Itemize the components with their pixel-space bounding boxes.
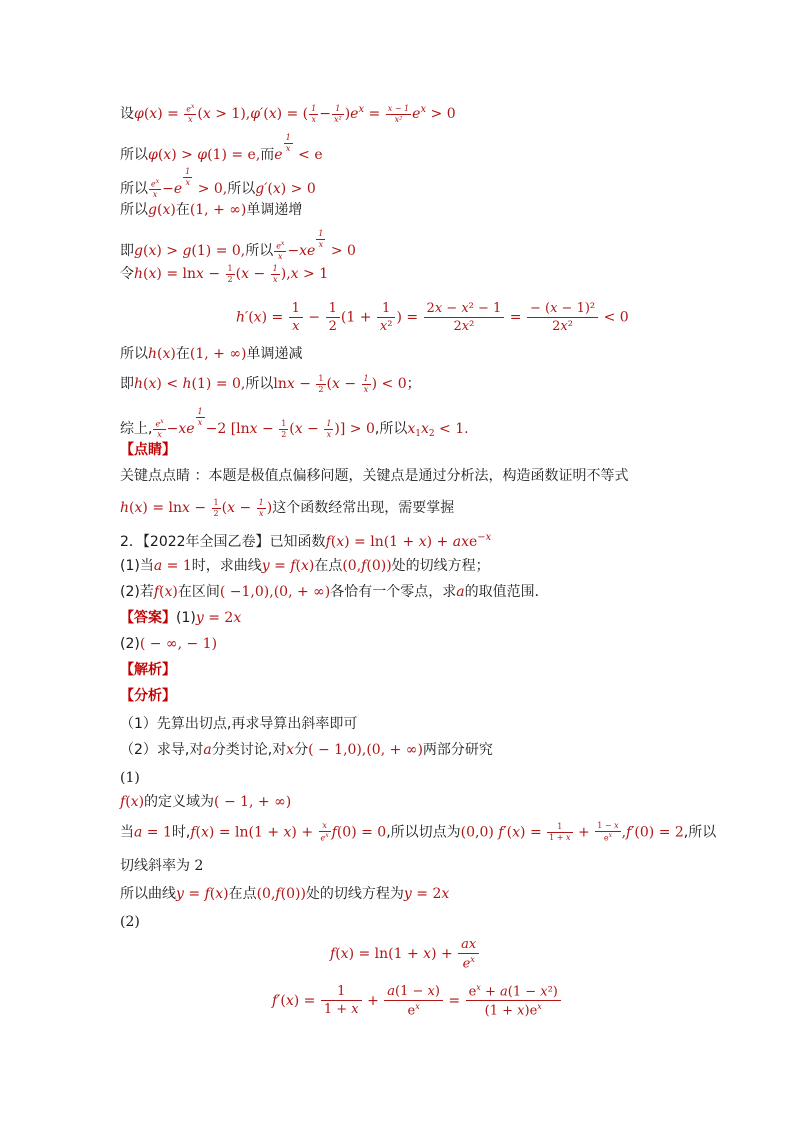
text-line: 令h(x) = lnx − $\frac{1}{2}$ (x − $\frac{1}{x}$ ),x > 1 bbox=[120, 263, 329, 284]
text-line: 所以φ(x) > φ(1) = e,而e $\frac{1}{x}$ < e bbox=[120, 133, 323, 163]
display-equation: f(x) = ln(1 + x) + $\frac{ax}{e^x}$ bbox=[330, 938, 480, 970]
text-line: 所以g(x)在(1, + ∞)单调递增 bbox=[120, 202, 303, 218]
text-line: h(x) = lnx − $\frac{1}{2}$ (x − $\frac{1}{x}$ )这个函数经常出现，需要掌握 bbox=[120, 497, 455, 518]
text-line: (1) bbox=[120, 770, 140, 786]
question-1: (1)当a = 1时，求曲线y = f(x)在点(0,f(0))处的切线方程； bbox=[120, 558, 490, 574]
question-2: (2)若f(x)在区间( −1,0),(0, + ∞)各恰有一个零点，求a的取值范围． bbox=[120, 584, 549, 600]
text-line: 所以曲线y = f(x)在点(0,f(0))处的切线方程为y = 2x bbox=[120, 886, 450, 902]
text-line: 设φ(x) = $\frac{e^x}{x}$ (x > 1),φ′(x) = ( $\frac{1}{x}$ − $\frac{1}{\text{x²}}$ )$e^x$ = $\frac{x - 1}{\text{x²}}$ $e^x > 0$ bbox=[120, 102, 456, 125]
text-line: （2）求导,对a分类讨论,对x分( − 1,0),(0, + ∞)两部分研究 bbox=[120, 742, 493, 758]
text-line: 所以h(x)在(1, + ∞)单调递减 bbox=[120, 346, 303, 362]
text-line: 当a = 1时,f(x) = ln(1 + x) + $\frac{x}{e^x}$ f(0) = 0,所以切点为(0,0) f′(x) = $\frac{1}{1 + x}$ + $\frac{1 - x}{e^x}$ ,f′(0) = 2,所以 bbox=[120, 821, 717, 843]
text-line: (2) bbox=[120, 914, 140, 930]
text-line: 所以 $\frac{e^x}{x}$ −e $\frac{1}{x}$ > 0,所以g′(x) > 0 bbox=[120, 167, 316, 200]
text-line: 切线斜率为 2 bbox=[120, 858, 204, 874]
display-equation: h′(x) = $\frac{1}{x}$ − $\frac{1}{2}$ (1 + $\frac{1}{\text{x²}}$ ) = $\frac{\text{2x − x² − 1}}{\text{2x²}}$ = $\frac{\text{− (x − 1)²}}{\text{2x²}}$ < 0 bbox=[236, 301, 629, 334]
text-line: f(x)的定义域为( − 1, + ∞) bbox=[120, 794, 292, 810]
answer-line: (2)( − ∞, − 1) bbox=[120, 636, 218, 652]
problem-statement: 2．【2022年全国乙卷】已知函数f(x) = ln(1 + x) + axe$^{-x}$ bbox=[120, 532, 492, 550]
section-tag: 【点睛】 bbox=[120, 442, 176, 458]
section-tag: 【分析】 bbox=[120, 688, 176, 704]
section-tag: 【解析】 bbox=[120, 662, 176, 678]
answer-line: 【答案】(1)y = 2x bbox=[120, 610, 242, 626]
text-line: 综上, $\frac{e^x}{x}$ −xe $\frac{1}{x}$ −2 [lnx − $\frac{1}{2}$ (x − $\frac{1}{x}$ )] > 0,所以$x_1x_2 < 1$. bbox=[120, 407, 469, 440]
text-line: （1）先算出切点,再求导算出斜率即可 bbox=[120, 716, 358, 732]
text-line: 关键点点睛 ：本题是极值点偏移问题，关键点是通过分析法，构造函数证明不等式 bbox=[120, 468, 629, 484]
display-equation: f′(x) = $\frac{1}{1 + x}$ + $\frac{a(1 - x)}{e^x}$ = $\frac{e^x + a(1 - x^2)}{(1 + x)e^x}$ bbox=[272, 984, 562, 1018]
text-line: 即h(x) < h(1) = 0,所以lnx − $\frac{1}{2}$ (x − $\frac{1}{x}$ ) < 0； bbox=[120, 373, 421, 394]
text-line: 即g(x) > g(1) = 0,所以 $\frac{e^x}{x}$ −xe $\frac{1}{x}$ > 0 bbox=[120, 229, 356, 262]
